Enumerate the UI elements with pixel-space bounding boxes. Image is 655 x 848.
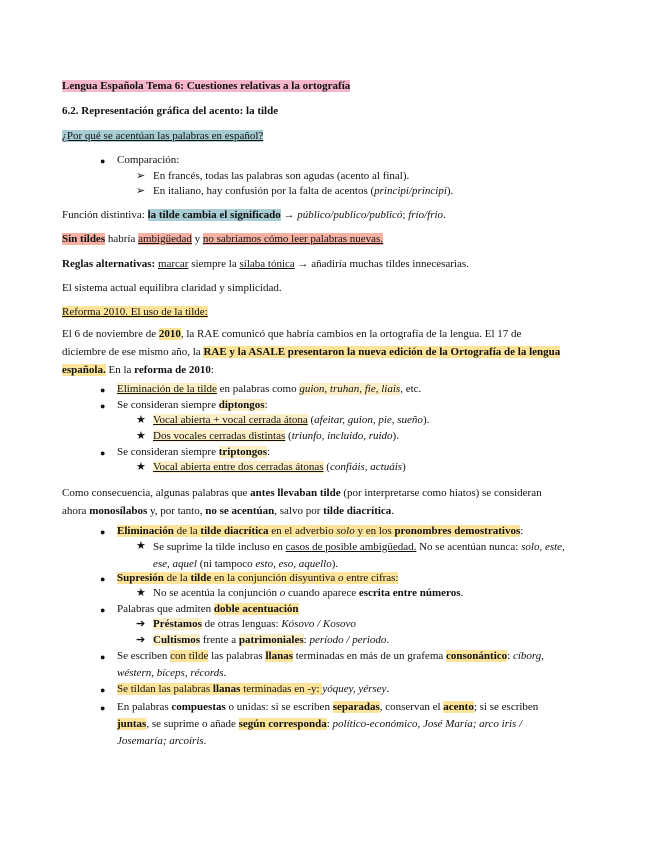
star-icon: ★ bbox=[136, 540, 146, 552]
list-item-vocal-abierta-cerradas: Vocal abierta entre dos cerradas átonas (confiáis, actuáis) bbox=[153, 461, 406, 473]
list-item-cultismos: Cultismos frente a patrimoniales: período / periodo. bbox=[153, 634, 390, 646]
bullet-icon: ● bbox=[100, 703, 106, 713]
bullet-icon: ● bbox=[100, 574, 106, 584]
list-item-vocal-abierta: Vocal abierta + vocal cerrada átona (afeitar, guion, pie, sueño). bbox=[153, 414, 430, 426]
reforma-heading: Reforma 2010. El uso de la tilde: bbox=[62, 306, 208, 318]
sistema-actual: El sistema actual equilibra claridad y simplicidad. bbox=[62, 282, 282, 294]
bullet-icon: ● bbox=[100, 401, 106, 411]
list-item-se-tildan: Se tildan las palabras llanas terminadas en -y: yóquey, yérsey. bbox=[117, 683, 390, 695]
star-icon: ★ bbox=[136, 414, 146, 426]
list-item-diptongos: Se consideran siempre diptongos: bbox=[117, 399, 268, 411]
funcion-distintiva: Función distintiva: la tilde cambia el significado → público/publico/publicó; frío/frio. bbox=[62, 209, 446, 221]
paragraph-consecuencia: Como consecuencia, algunas palabras que antes llevaban tilde (por interpretarse como hiatos) se consideran ahora monosílabos y, por tanto, no se acentúan, salvo por tilde diacrítica. bbox=[62, 487, 542, 517]
list-item-no-acentua: No se acentúa la conjunción o cuando aparece escrita entre números. bbox=[153, 587, 464, 599]
list-item-prestamos: Préstamos de otras lenguas: Kósovo / Kosovo bbox=[153, 618, 356, 630]
arrowhead-icon: ➢ bbox=[136, 185, 146, 197]
list-item-frances: En francés, todas las palabras son agudas (acento al final). bbox=[153, 170, 410, 182]
arrow-right-icon: ➔ bbox=[136, 634, 146, 646]
sin-tildes: Sin tildes habría ambigüedad y no sabríamos cómo leer palabras nuevas. bbox=[62, 233, 384, 245]
star-icon: ★ bbox=[136, 587, 146, 599]
list-item-dos-vocales: Dos vocales cerradas distintas (triunfo, incluido, ruido). bbox=[153, 430, 399, 442]
bullet-icon: ● bbox=[100, 652, 106, 662]
doc-title: Lengua Española Tema 6: Cuestiones relativas a la ortografía bbox=[62, 80, 351, 92]
bullet-icon: ● bbox=[100, 685, 106, 695]
question-heading: ¿Por qué se acentúan las palabras en español? bbox=[62, 130, 264, 142]
arrowhead-icon: ➢ bbox=[136, 170, 146, 182]
list-item-supresion: Supresión de la tilde en la conjunción disyuntiva o entre cifras: bbox=[117, 572, 399, 584]
list-item-se-escriben: Se escriben con tilde las palabras llanas terminadas en más de un grafema consonántico: cíborg, wéstern, bíceps, récords. bbox=[117, 650, 545, 679]
bullet-icon: ● bbox=[100, 605, 106, 615]
paragraph-reforma: El 6 de noviembre de 2010, la RAE comunicó que habría cambios en la ortografía de la lengua. El 17 de diciembre de ese mismo año, la RAE y la ASALE presentaron la nueva edición de la Ortografía de la lengua española. En la reforma de 2010: bbox=[62, 328, 561, 376]
section-heading: 6.2. Representación gráfica del acento: la tilde bbox=[62, 105, 279, 117]
bullet-icon: ● bbox=[100, 527, 106, 537]
list-item-italiano: En italiano, hay confusión por la falta de acentos (principi/principi). bbox=[153, 185, 454, 197]
star-icon: ★ bbox=[136, 430, 146, 442]
list-item-compuestas: En palabras compuestas o unidas: si se escriben separadas, conservan el acento; si se escriben juntas, se suprime o añade según corresponda: político-económico, José María; arco iris / Josemaría; arcoíris. bbox=[117, 701, 539, 747]
bullet-icon: ● bbox=[100, 156, 106, 166]
list-item-suprime: Se suprime la tilde incluso en casos de posible ambigüedad. No se acentúan nunca: solo, este, ese, aquel (ni tampoco esto, eso, aquello). bbox=[153, 541, 565, 570]
list-item-eliminacion-diacritica: Eliminación de la tilde diacrítica en el adverbio solo y en los pronombres demostrativos: bbox=[117, 525, 524, 537]
list-item-comparacion: Comparación: bbox=[117, 154, 180, 166]
bullet-icon: ● bbox=[100, 448, 106, 458]
bullet-icon: ● bbox=[100, 385, 106, 395]
arrow-right-icon: ➔ bbox=[136, 618, 146, 630]
list-item-doble-acentuacion: Palabras que admiten doble acentuación bbox=[117, 603, 299, 615]
list-item-triptongos: Se consideran siempre triptongos: bbox=[117, 446, 271, 458]
reglas-alternativas: Reglas alternativas: marcar siempre la sílaba tónica → añadiría muchas tildes innecesarias. bbox=[62, 258, 469, 270]
star-icon: ★ bbox=[136, 461, 146, 473]
list-item-eliminacion: Eliminación de la tilde en palabras como guion, truhan, fie, liais, etc. bbox=[117, 383, 422, 395]
